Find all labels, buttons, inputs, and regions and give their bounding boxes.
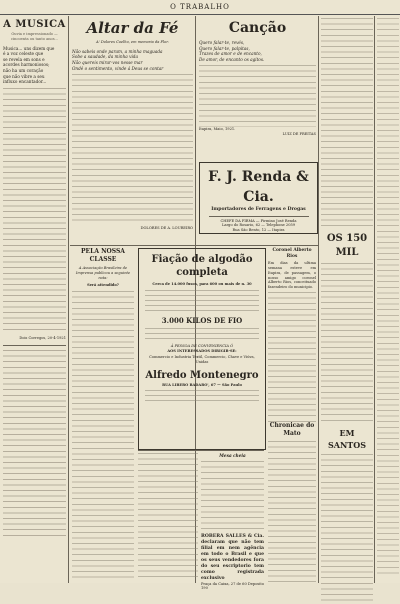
renda-line3: Rua São Bento, 12 — Itapira — [232, 228, 285, 233]
altar-verse: Ondé o sentimento, vinde á Deus se contar — [72, 65, 164, 71]
fiacao-text-lines — [145, 328, 259, 342]
cancao-section — [199, 18, 316, 158]
musica-line: se revela em sons e — [3, 56, 45, 62]
edge-column — [377, 18, 399, 578]
cancao-place-date: Itapira, Maio, 1921. — [199, 127, 236, 132]
cancao-verse: De amor, de encanto os agitos. — [199, 56, 265, 62]
musica-line: é a voz celeste que — [3, 51, 44, 57]
renda-subtitle: Importadores de Ferragens e Drogas — [211, 207, 306, 212]
cronica-section — [268, 422, 316, 580]
altar-title: Altar da Fé — [86, 19, 179, 37]
section-rule — [138, 450, 264, 451]
mesa-text-lines — [201, 461, 264, 531]
renda-name: F. J. Renda & Cia. — [208, 169, 309, 205]
musica-line: que não vibre a seu — [3, 73, 45, 79]
classe-section — [72, 248, 134, 580]
altar-text-lines — [72, 74, 193, 224]
classe-title: PELA NOSSA CLASSE — [81, 248, 125, 263]
altar-signature: DOLORES DE A. LOUREIRO — [140, 226, 193, 231]
cancao-author: LUIZ DE FREITAS — [282, 132, 316, 137]
musica-line: Musica... uns dizem que — [3, 45, 55, 51]
column-rule — [68, 16, 69, 583]
classe-subtitle: Será attendido? — [87, 283, 119, 288]
bottom-left-article — [138, 453, 198, 581]
contact-text: ROBERA SALLES & Cia. declaram que não tem filial em nem agência em todo o Brasil e que os seus vendedores fora do seu escriptorio tem como registrada exclusivo — [201, 533, 264, 581]
cancao-verses — [199, 40, 316, 62]
cancao-verse: Trazes de amor e de encanto, — [199, 51, 262, 57]
fiacao-contact-name: Alfredo Montenegro — [145, 369, 259, 381]
musica-signature: Dois Corregos, 20-4-1921 — [19, 335, 66, 340]
coronel-text: Em dias da ultima semana esteve em Itapira, de passagem, o nosso amigo coronel Alberto Rios, conceituado fazendeiro do municipio. — [268, 261, 316, 290]
fiacao-sectors: Commercio e Industria Textil, Commercio, Chave e Viúva, Unidas — [149, 355, 255, 365]
right-column — [321, 18, 373, 578]
section-rule — [3, 345, 66, 346]
masthead-title: O TRABALHO — [170, 3, 230, 11]
coronel-text-lines — [268, 292, 316, 422]
musica-title: A MUSICA — [3, 19, 66, 30]
fiacao-contact-addr: RUA LIBERO BADARO', 67 — São Paulo — [162, 382, 242, 387]
classe-text-lines — [72, 291, 134, 581]
section-rule — [70, 245, 318, 246]
cancao-verse: Quero falar-te, palpitas, — [199, 45, 250, 51]
fiacao-text-lines — [145, 290, 259, 314]
fiacao-text-lines — [145, 390, 259, 404]
altar-section — [72, 18, 193, 243]
musica-column — [3, 18, 66, 578]
fiacao-capacity: 3.000 KILOS DE FIO — [161, 315, 243, 325]
renda-line1: CHEFE DA FIRMA — Firmino José Renda — [220, 218, 297, 223]
altar-dedication: A' Dolores Coelho, em memoria da Flor. — [96, 40, 169, 44]
column-text-lines — [3, 350, 66, 540]
right-text-lines — [321, 18, 373, 228]
fiacao-terms: Á PESSOA DE CONVENIENCIA Ó — [170, 343, 234, 348]
column-rule — [318, 16, 319, 583]
cronica-text-lines — [268, 441, 316, 585]
fiacao-info: Cerca de 14.000 fusos, para 600 ou mais de n. 30 — [152, 282, 252, 286]
right-title: OS 150 MIL — [326, 233, 368, 258]
fiacao-interested: AOS INTERESSADOS DIRIGIR-SE: — [167, 348, 237, 353]
contact-footer: Praça da Caixa, 27 de 60 Deposito 190 — [201, 581, 264, 591]
cancao-text-lines — [199, 65, 316, 127]
edge-text-lines — [377, 18, 399, 578]
renda-line2: Largo do Rosario, 62 — Telephone 2059 — [221, 223, 296, 228]
renda-advertisement — [199, 162, 318, 234]
fiacao-title: Fiação de algodão completa — [151, 254, 253, 278]
santos-title: EM SANTOS — [328, 428, 366, 450]
musica-line: acordes harmoniosos; — [3, 62, 50, 68]
altar-verses — [72, 49, 193, 71]
altar-verse: Não sabeis onde param, a minha maguada — [72, 48, 163, 54]
musica-line: não ha um coração — [3, 67, 44, 73]
right-text-lines — [321, 263, 373, 423]
masthead — [0, 0, 400, 15]
musica-text-lines — [3, 88, 66, 333]
cancao-title: Canção — [228, 20, 287, 36]
cancao-verse: Quero falar-te, revés, — [199, 40, 245, 45]
musica-line: influxo encantador... — [3, 79, 47, 85]
altar-verse: Não quereis mirar-vos nesse mar — [72, 59, 143, 65]
column-rule — [374, 16, 375, 583]
coronel-section — [268, 248, 316, 418]
right-text-lines — [321, 454, 373, 604]
musica-subtitle: Ouvia e impressionado — cincoenta ou tanto anos... — [11, 32, 58, 41]
ad-rule — [209, 216, 309, 217]
coronel-title: Coronel Alberto Rios — [272, 248, 312, 259]
classe-lead: A Associação Brasileira de Imprensa publicou a seguinte nota: — [75, 266, 131, 280]
mesa-title: Mesa cheia — [219, 453, 246, 458]
cronica-title: Chronicae do Mato — [269, 422, 315, 437]
article-text-lines — [138, 453, 198, 579]
fiacao-advertisement — [138, 248, 266, 450]
altar-verse: Sobe a saudade, da minha vida — [72, 54, 138, 60]
musica-body — [3, 46, 66, 85]
mesa-section — [201, 453, 264, 591]
